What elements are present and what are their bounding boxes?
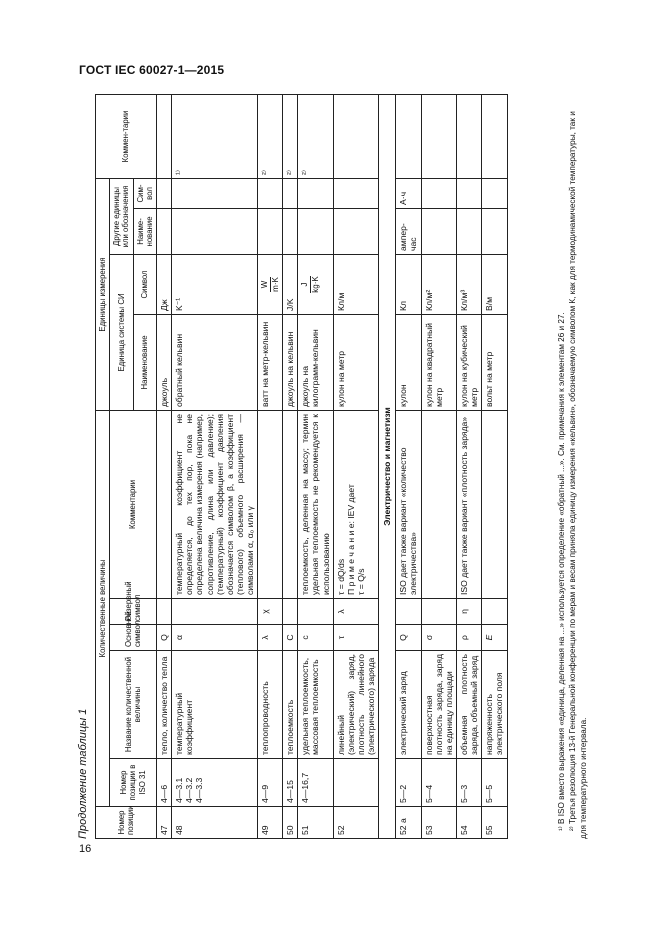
cell-comm bbox=[482, 410, 507, 598]
cell-iso: 5—2 bbox=[396, 759, 421, 807]
cell-oth-name bbox=[421, 208, 456, 254]
cell-num: 52 a bbox=[396, 807, 421, 839]
cell-name: тепло, количество тепла bbox=[156, 651, 171, 759]
cell-main: Q bbox=[156, 625, 171, 651]
cell-res bbox=[172, 599, 258, 625]
cell-notes: ²⁾ bbox=[283, 94, 298, 178]
footnote-1: ¹⁾ В ISO вместо выражения «единица, деленная на ...» используется определение «обратный ...». См. примечания к элементам 26 и 27. bbox=[557, 312, 566, 831]
cell-si-sym: J/K bbox=[283, 254, 298, 314]
cell-iso: 5—4 bbox=[421, 759, 456, 807]
col-group-quantities: Количественные величины bbox=[96, 410, 110, 806]
cell-si-name: ватт на метр-кельвин bbox=[258, 314, 283, 410]
cell-notes bbox=[421, 94, 456, 178]
col-other-symbol: Сим-вол bbox=[133, 178, 156, 208]
cell-notes: ²⁾ bbox=[298, 94, 333, 178]
cell-si-name: джоуль bbox=[156, 314, 171, 410]
cell-name: напряженность электрического поля bbox=[482, 651, 507, 759]
cell-notes bbox=[457, 94, 482, 178]
quantities-table bbox=[95, 94, 508, 839]
col-main-symbol: Основной символ bbox=[110, 625, 157, 651]
cell-num: 55 bbox=[482, 807, 507, 839]
cell-res bbox=[283, 599, 298, 625]
cell-si-sym: Кл/м³ bbox=[457, 254, 482, 314]
table-row bbox=[396, 94, 421, 838]
col-comments: Комментарии bbox=[110, 410, 157, 598]
table-row bbox=[421, 94, 456, 838]
cell-oth-sym bbox=[172, 178, 258, 208]
cell-res: λ bbox=[333, 599, 379, 625]
cell-iso: 5—3 bbox=[457, 759, 482, 807]
col-other-units: Другие единицы или обозначения bbox=[110, 178, 133, 254]
cell-si-name: кулон на квадратный метр bbox=[421, 314, 456, 410]
unit-fraction bbox=[300, 276, 320, 292]
cell-main: Q bbox=[396, 625, 421, 651]
cell-si-name: джоуль на кельвин bbox=[283, 314, 298, 410]
col-si-symbol: Символ bbox=[133, 254, 156, 314]
cell-oth-sym bbox=[421, 178, 456, 208]
footnote-2: ²⁾ Третья резолюция 13-й Генеральной конференции по мерам и весам приняла единицу измерения «кельвин», обозначаемую символом К, как для термодинамической температуры, так и для температурного интервала. bbox=[568, 111, 589, 839]
cell-oth-name bbox=[172, 208, 258, 254]
cell-si-sym bbox=[298, 254, 333, 314]
cell-si-name: вольт на метр bbox=[482, 314, 507, 410]
cell-num: 47 bbox=[156, 807, 171, 839]
cell-oth-sym bbox=[283, 178, 298, 208]
fraction-denominator: kg·K bbox=[310, 276, 320, 293]
cell-num: 50 bbox=[283, 807, 298, 839]
col-num: Номер позиции bbox=[96, 807, 157, 839]
cell-name: теплопроводность bbox=[258, 651, 283, 759]
cell-notes: ¹⁾ bbox=[172, 94, 258, 178]
cell-res bbox=[421, 599, 456, 625]
cell-oth-sym bbox=[156, 178, 171, 208]
cell-oth-name bbox=[333, 208, 379, 254]
cell-oth-name bbox=[482, 208, 507, 254]
cell-oth-name bbox=[457, 208, 482, 254]
cell-si-sym: Кл/м bbox=[333, 254, 379, 314]
col-reserve-symbol: Резервный символ bbox=[110, 599, 157, 625]
cell-oth-name: ампер-час bbox=[396, 208, 421, 254]
cell-iso: 4—6 bbox=[156, 759, 171, 807]
cell-comm bbox=[283, 410, 298, 598]
cell-main: c bbox=[298, 625, 333, 651]
cell-oth-name bbox=[283, 208, 298, 254]
cell-comm: ISO дает также вариант «количество электричества» bbox=[396, 410, 421, 598]
cell-si-sym: В/м bbox=[482, 254, 507, 314]
cell-res bbox=[482, 599, 507, 625]
col-si-name: Наименование bbox=[133, 314, 156, 410]
table-row bbox=[156, 94, 171, 838]
cell-main: E bbox=[482, 625, 507, 651]
cell-main: α bbox=[172, 625, 258, 651]
table-row bbox=[283, 94, 298, 838]
cell-comm: τ = dQ/ds П р и м е ч а н и е: IEV дает τ = Q/s bbox=[333, 410, 379, 598]
cell-si-sym: Кл/м² bbox=[421, 254, 456, 314]
page-number: 16 bbox=[79, 843, 92, 855]
cell-num: 54 bbox=[457, 807, 482, 839]
cell-num: 53 bbox=[421, 807, 456, 839]
cell-name: температурный коэффициент bbox=[172, 651, 258, 759]
cell-comm: теплоемкость, деленная на массу; термин удельная теплоемкость не рекомендуется к использованию bbox=[298, 410, 333, 598]
cell-name: поверхностная плотность заряда, заряд на единицу площади bbox=[421, 651, 456, 759]
cell-si-sym bbox=[258, 254, 283, 314]
cell-oth-sym bbox=[482, 178, 507, 208]
section-title: Электричество и магнетизм bbox=[379, 94, 396, 838]
cell-oth-sym bbox=[333, 178, 379, 208]
cell-name: линейный (электрический) заряд, плотность линейного (электрического) заряда bbox=[333, 651, 379, 759]
cell-notes bbox=[156, 94, 171, 178]
fraction-numerator: W bbox=[260, 277, 270, 292]
cell-notes bbox=[333, 94, 379, 178]
cell-si-sym: Кл bbox=[396, 254, 421, 314]
cell-num: 52 bbox=[333, 807, 379, 839]
footnotes bbox=[556, 95, 589, 839]
cell-oth-sym bbox=[258, 178, 283, 208]
cell-num: 49 bbox=[258, 807, 283, 839]
cell-main: C bbox=[283, 625, 298, 651]
cell-res: η bbox=[457, 599, 482, 625]
cell-comm bbox=[258, 410, 283, 598]
cell-iso: 4—3.1 4—3.2 4—3.3 bbox=[172, 759, 258, 807]
cell-name: удельная теплоемкость, массовая теплоемкость bbox=[298, 651, 333, 759]
col-name: Название количественной величины bbox=[110, 651, 157, 759]
cell-notes bbox=[482, 94, 507, 178]
cell-iso: 4—9 bbox=[258, 759, 283, 807]
cell-main: λ bbox=[258, 625, 283, 651]
rotated-table-area bbox=[77, 95, 592, 839]
cell-res bbox=[156, 599, 171, 625]
section-row bbox=[379, 94, 396, 838]
table-row bbox=[258, 94, 283, 838]
cell-notes: ²⁾ bbox=[258, 94, 283, 178]
table-row bbox=[482, 94, 507, 838]
cell-comm bbox=[156, 410, 171, 598]
cell-oth-name bbox=[258, 208, 283, 254]
col-other-name: Наиме-нование bbox=[133, 208, 156, 254]
cell-si-name: кулон на кубический метр bbox=[457, 314, 482, 410]
table-row bbox=[333, 94, 379, 838]
cell-notes bbox=[396, 94, 421, 178]
cell-si-name: обратный кельвин bbox=[172, 314, 258, 410]
cell-name: теплоемкость bbox=[283, 651, 298, 759]
cell-main: ρ bbox=[457, 625, 482, 651]
cell-res: χ bbox=[258, 599, 283, 625]
col-iso: Номер позиции в ISO 31 bbox=[110, 759, 157, 807]
cell-oth-sym bbox=[457, 178, 482, 208]
cell-name: объемная плотность заряда, объемный заряд bbox=[457, 651, 482, 759]
cell-oth-name bbox=[156, 208, 171, 254]
cell-iso: 5—5 bbox=[482, 759, 507, 807]
cell-iso: 4—16,7 bbox=[298, 759, 333, 807]
cell-main: σ bbox=[421, 625, 456, 651]
cell-name: электрический заряд bbox=[396, 651, 421, 759]
table-row bbox=[172, 94, 258, 838]
col-notes: Коммен-тарии bbox=[96, 94, 157, 178]
cell-oth-sym bbox=[298, 178, 333, 208]
cell-res bbox=[396, 599, 421, 625]
cell-iso: 4—15 bbox=[283, 759, 298, 807]
cell-res bbox=[298, 599, 333, 625]
cell-si-name: кулон bbox=[396, 314, 421, 410]
page-header: ГОСТ IEC 60027-1—2015 bbox=[79, 63, 225, 77]
table-caption: Продолжение таблицы 1 bbox=[77, 708, 89, 839]
table-row bbox=[298, 94, 333, 838]
cell-comm bbox=[421, 410, 456, 598]
cell-oth-name bbox=[298, 208, 333, 254]
table-row bbox=[457, 94, 482, 838]
cell-comm: температурный коэффициент не определяется, до тех пор, пока не определена величина измерения (например, сопротивление, длина или давление); (температурный) коэффициент давления обозначается символом β, а коэффициент (теплового) объемного расширения — символами α, α₀ или γ bbox=[172, 410, 258, 598]
col-si-unit: Единица системы СИ bbox=[110, 254, 133, 410]
cell-si-sym: K⁻¹ bbox=[172, 254, 258, 314]
cell-si-sym: Дж bbox=[156, 254, 171, 314]
cell-num: 48 bbox=[172, 807, 258, 839]
cell-main: τ bbox=[333, 625, 379, 651]
cell-num: 51 bbox=[298, 807, 333, 839]
cell-si-name: джоуль на килограмм-кельвин bbox=[298, 314, 333, 410]
fraction-denominator: m·K bbox=[270, 277, 280, 292]
cell-iso bbox=[333, 759, 379, 807]
fraction-numerator: J bbox=[300, 276, 310, 292]
cell-si-name: кулон на метр bbox=[333, 314, 379, 410]
unit-fraction bbox=[260, 277, 280, 292]
cell-comm: ISO дает также вариант «плотность заряда» bbox=[457, 410, 482, 598]
col-group-units: Единицы измерения bbox=[96, 178, 110, 410]
cell-oth-sym: А·ч bbox=[396, 178, 421, 208]
